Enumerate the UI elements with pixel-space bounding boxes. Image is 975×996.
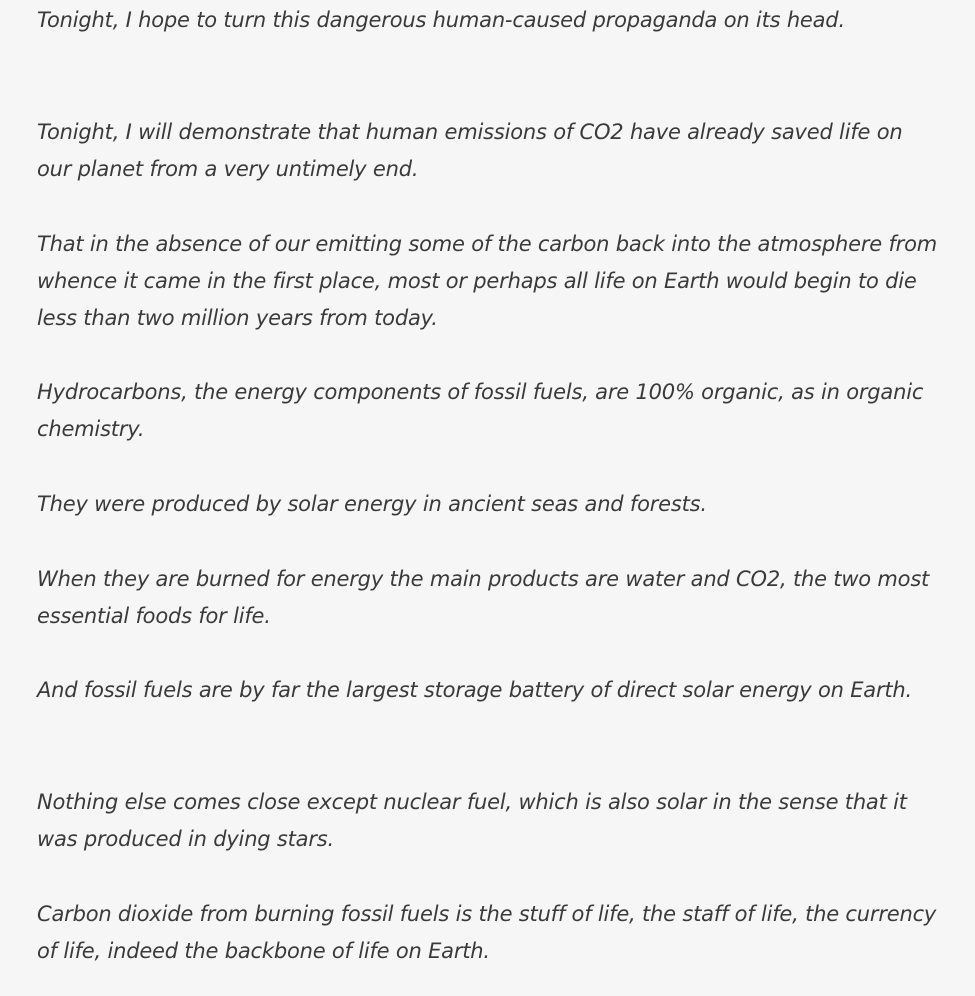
paragraph: When they are burned for energy the main products are water and CO2, the two most essential foods for life. <box>37 567 930 628</box>
paragraph: Carbon dioxide from burning fossil fuels is the stuff of life, the staff of life, the currency of life, indeed the backbone of life on Earth. <box>37 902 937 963</box>
paragraph: Nothing else comes close except nuclear fuel, which is also solar in the sense that it was produced in dying stars. <box>37 790 907 851</box>
paragraph: Tonight, I will demonstrate that human emissions of CO2 have already saved life on our planet from a very untimely end. <box>37 120 903 181</box>
paragraph: And fossil fuels are by far the largest storage battery of direct solar energy on Earth. <box>37 678 913 702</box>
paragraph: Tonight, I hope to turn this dangerous human-caused propaganda on its head. <box>37 8 845 32</box>
paragraph: They were produced by solar energy in ancient seas and forests. <box>37 492 707 516</box>
paragraph: That in the absence of our emitting some of the carbon back into the atmosphere from whence it came in the first place, most or perhaps all life on Earth would begin to die less than two million years from today. <box>37 232 937 330</box>
paragraph: Hydrocarbons, the energy components of fossil fuels, are 100% organic, as in organic chemistry. <box>37 380 924 441</box>
